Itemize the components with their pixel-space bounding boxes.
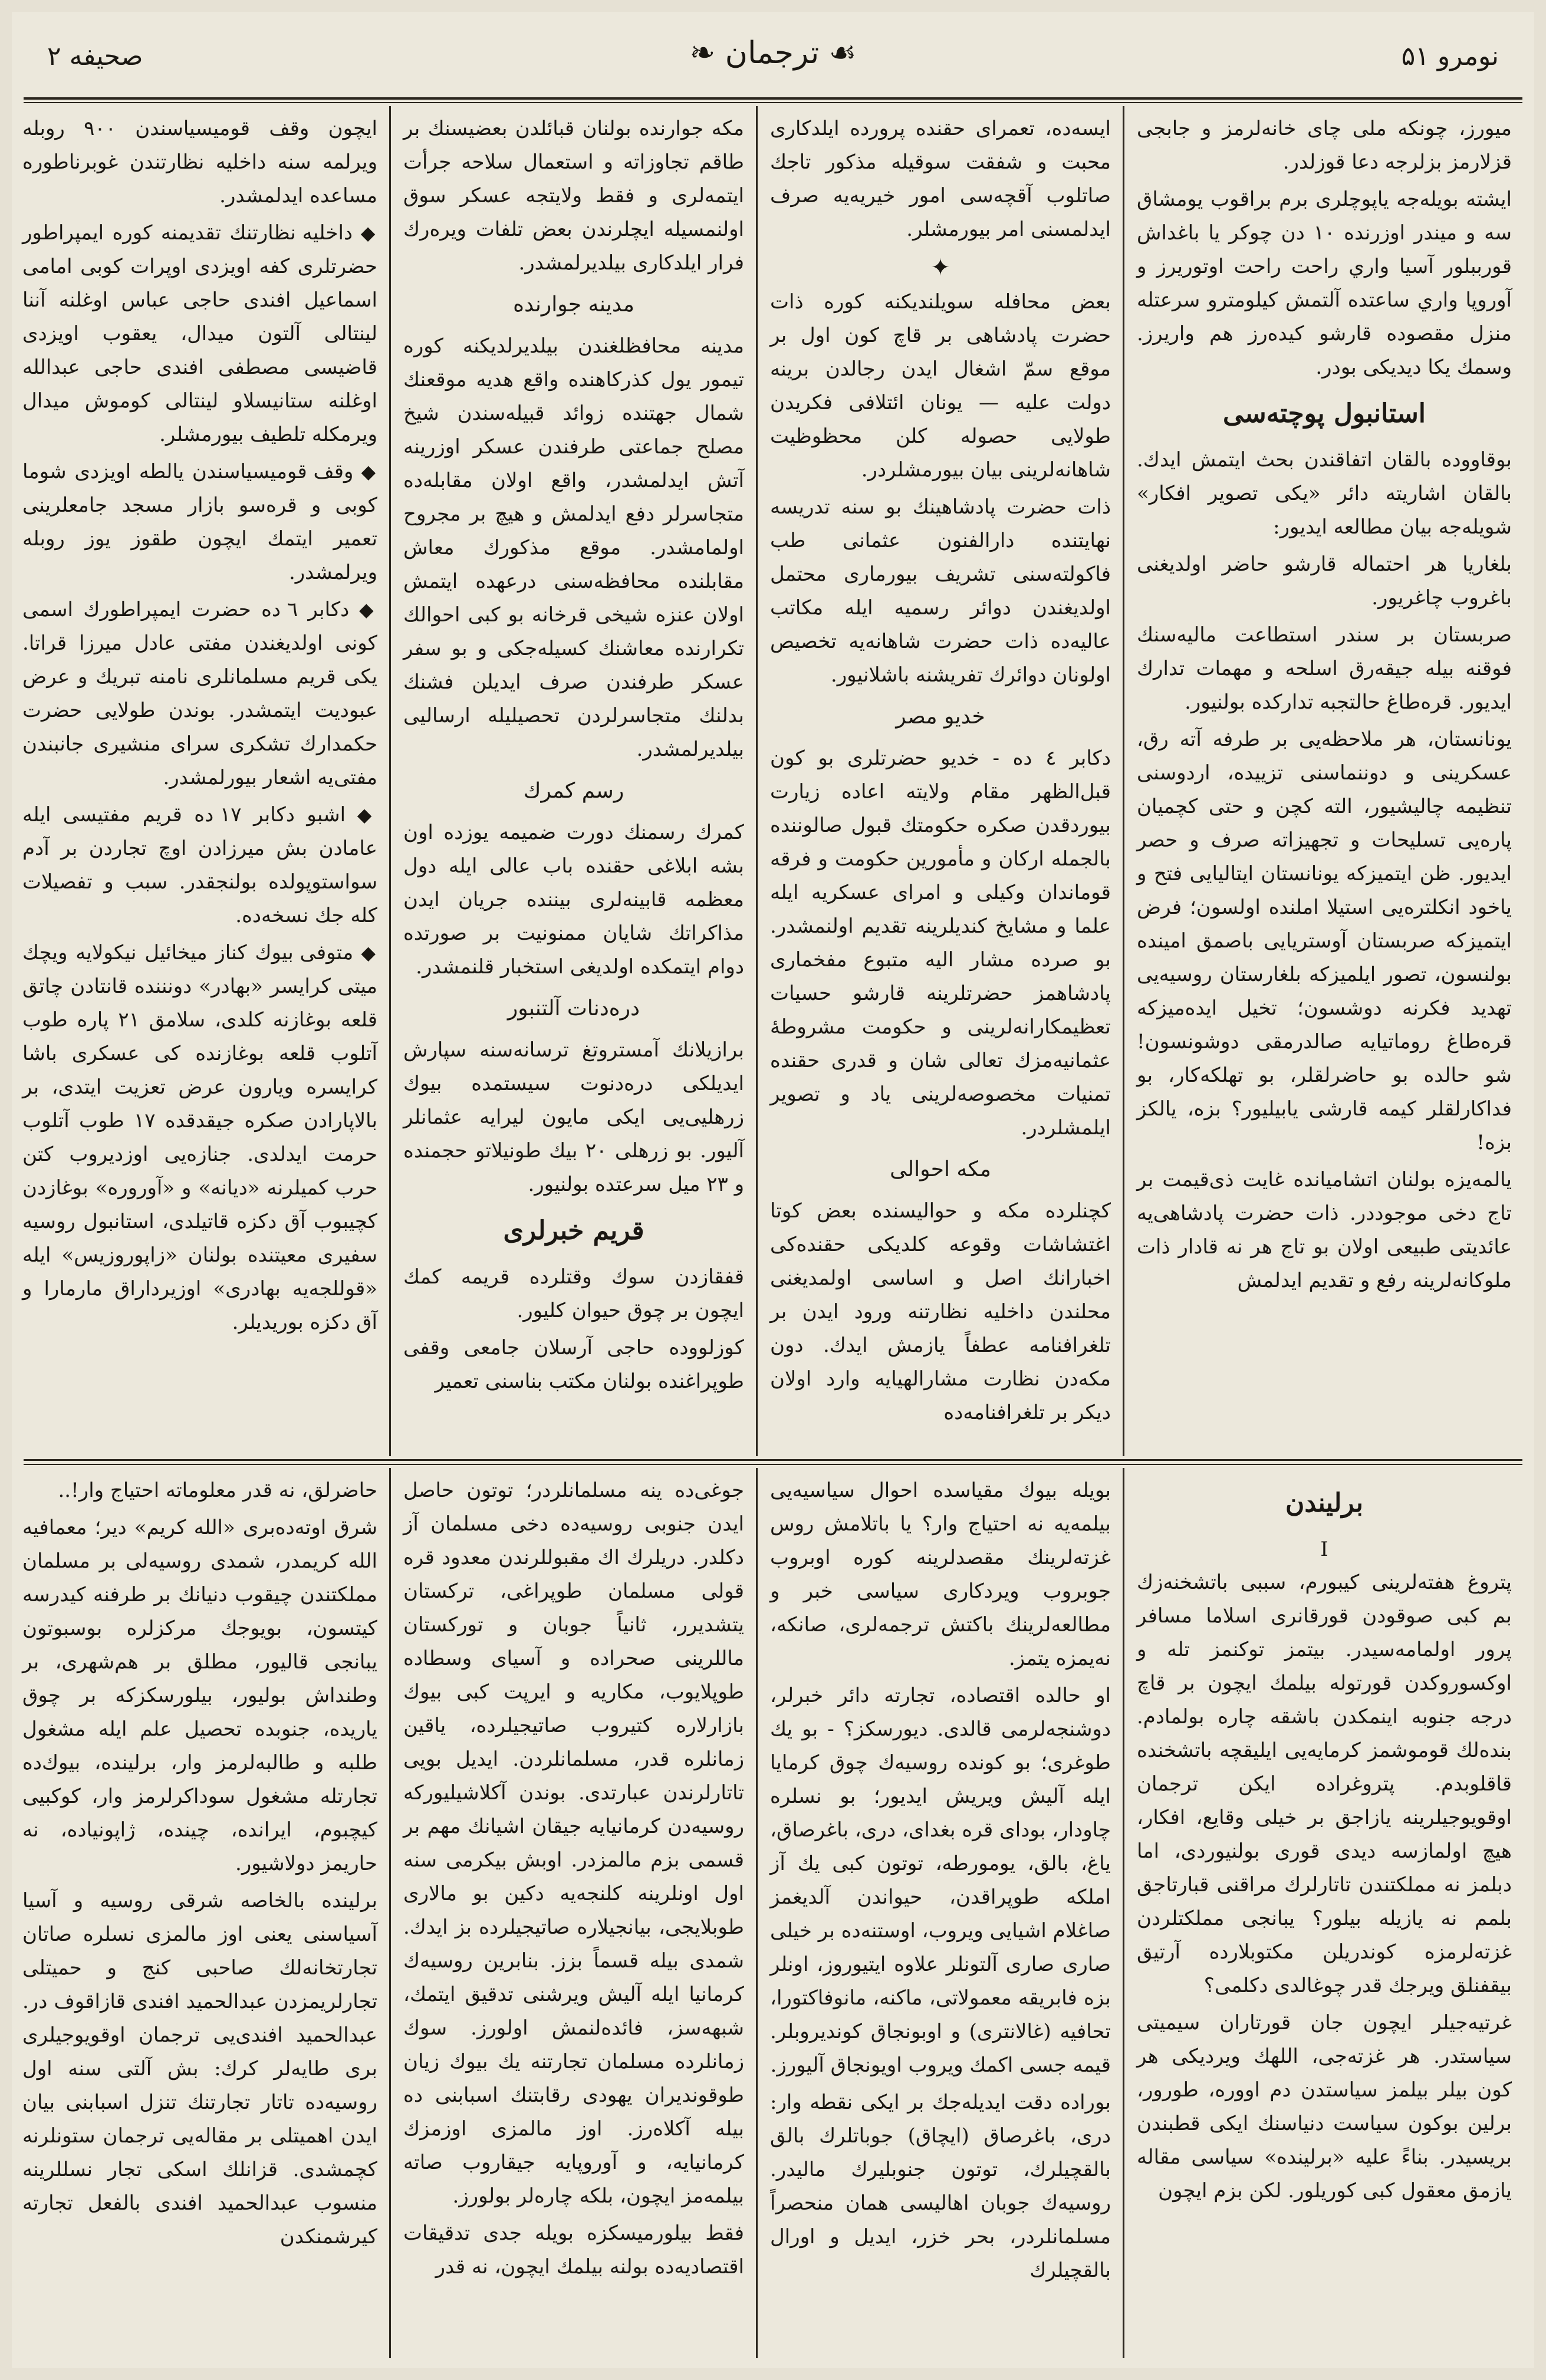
- article-paragraph: ◆ دكابر ٦ ده حضرت ايمپراطورك اسمى كونى اولديغندن مفتى عادل ميرزا قراتا. يكى قريم مسلمانلرى نامنه تبريك و عرض عبوديت ايتمشدر. بوندن طولايى حضرت حكمدارك تشكرى سراى منشيرى جانبندن مفتى‌يه اشعار بيورلمشدر.: [22, 598, 378, 789]
- page-number-label: صحيفه ۲: [47, 41, 143, 71]
- upper-column-3: [393, 112, 755, 1450]
- lower-column-1: [1126, 1474, 1522, 2358]
- article-paragraph: جوغى‌ده ينه مسلمانلردر؛ توتون حاصل ايدن جنوبى روسيه‌ده دخى مسلمان آز دكلدر. دريلرك اك مقبوللرندن معدود قره قولى مسلمان طوپراغى، تركستان يتشديرر، ثانياً جوبان و توركستان ماللرينى صحراده و آسياى وسطاده طوپلايوب، مكاريه و ايرپت كبى بيوك بازارلاره كتيروب صاتيجيلرده، ياقين زمانلره قدر، مسلمانلردن. ايديل بويى تاتارلرندن عبارتدى. بوندن آكلاشيليوركه روسيه‌دن كرمانيايه جيقان اشيانك مهم بر قسمى بزم مالمزدر. اوبش بيكرمى سنه اول اونلرينه كلنجه‌يه دكين بو مالارى طوبلايجى، بيانجيلاره صاتيجيلرده بز ايدك. شمدى بيله قسماً بزز. بنابرين روسيه‌ك كرمانيا ايله آليش ويرشنى تدقيق ايتمك، شبهه‌سز، فائده‌لنمش اولورز. سوك زمانلرده مسلمان تجارتنه يك بيوك زيان طوقونديران يهودى رقابتنك اسبابنى ده بيله آكلاه‌رز. اوز مالمزى اوزمزك كرمانيايه، و آوروپايه جيقاروب صاته بيلمه‌مز ايچون، بلكه چاره‌لر بولورز.: [403, 1479, 744, 2208]
- upper-column-1: [1126, 112, 1522, 1450]
- bullet-icon: ◆: [349, 598, 378, 621]
- title-text: ترجمان: [725, 35, 820, 71]
- upper-column-2: [759, 112, 1121, 1450]
- lower-column-2: [759, 1474, 1121, 2358]
- bullet-icon: ◆: [346, 804, 377, 826]
- article-paragraph: يونانستان، هر ملاحظه‌يى بر طرفه آته رق، عسكرينى و دوننماسنى تزييده، اردوسنى تنظيمه چاليشيور، الته كچن و حتى كچميان پاره‌يى تسليحات و تجهيزاته صرف و حصر ايديور. ظن ايتميزكه يونانستان ايتاليايى فتح و ياخود انكلتره‌يى استيلا املنده اولسون؛ فرض ايتميزكه صربستان آوستريايى باصمق امينده بولنسون، تصور ايلميزكه بلغارستان روسيه‌يى تهديد فكرنه دوشسون؛ تخيل ايده‌ميزكه قره‌طاغ روماتيايه صالدرمقى دوشونسون! شو حالده بو حاضرلقلر، بو تهلكه‌كار، بو فداكارلقلر كيمه قارشى يابيليور؟ بزه، يالكز بزه!: [1137, 728, 1512, 1154]
- newspaper-title: [655, 35, 891, 71]
- article-paragraph: كمرك رسمنك دورت ضميمه يوزده اون بشه ابلاغى حقنده باب عالى ايله دول معظمه قابينه‌لرى بيننده جريان ايدن مذاكراتك شايان ممنونيت بر صورتده دوام ايتمكده اولديغى استخبار قلنمشدر.: [403, 821, 744, 979]
- article-paragraph: يالمه‌يزه بولنان اتشاميانده غايت ذى‌قيمت بر تاج دخى موجوددر. ذات حضرت پادشاهى‌يه عائديتى طبيعى اولان بو تاج هر نه قادار ذات ملوكانه‌لرينه رفع و تقديم ايدلمش: [1137, 1168, 1512, 1292]
- issue-number-label: نومرو ۵۱: [1401, 41, 1499, 71]
- section-heading: استانبول پوچته‌سى: [1223, 399, 1426, 429]
- article-paragraph: ايچون وقف قوميسياسندن ۹۰۰ روبله ويرلمه سنه داخليه نظارتندن غوبرناطوره مساعده ايدلمشدر.: [22, 117, 377, 208]
- upper-column-4: [12, 112, 388, 1450]
- article-paragraph: ايسه‌ده، تعمراى حقنده پرورده ايلدكارى محبت و شفقت سوقيله مذكور تاجك صاتلوب آقچه‌سى امور خيريه‌يه صرف ايدلمسنى امر بيورمشلر.: [770, 117, 1111, 241]
- article-paragraph: بعض محافله سويلنديكنه كوره ذات حضرت پادشاهى بر قاچ كون اول بر موقع سمّ اشغال ايدن رجالدن برينه دولت عليه — يونان ائتلافى فكريدن طولايى حصوله كلن محظوظيت شاهانه‌لرينى بيان بيورمشلردر.: [770, 290, 1111, 482]
- article-paragraph: ميورز، چونكه ملى چاى خانه‌لرمز و جابجى قزلارمز بزلرجه دعا قوزلدر.: [1137, 117, 1512, 174]
- section-heading: مدينه جوارنده: [513, 292, 634, 317]
- column-divider: [389, 106, 391, 1456]
- ornament-right-icon: ☙: [828, 35, 857, 71]
- separator-ornament-icon: ✦: [930, 254, 950, 281]
- article-paragraph: حاضرلق، نه قدر معلوماته احتياج وار!..: [58, 1479, 377, 1502]
- article-paragraph: شرق اوته‌ده‌برى «الله كريم» دير؛ معمافيه الله كريمدر، شمدى روسيه‌لى بر مسلمان مملكتندن چيقوب دنيانك بر طرفنه كيدرسه كيتسون، بويوجك مركزلره بوسبوتون يبانجى قاليور، مطلق بر هم‌شهرى، بر وطنداش بوليور، بيلورسكزكه بر چوق ياريده، جنوبده تحصيل علم ايله مشغول طلبه و طالبه‌لرمز وار، برلينده، بيوك‌ده تجارتله مشغول سوداكرلرمز وار، كوكبيى كيچبوم، ايرانده، چينده، ژاپونياده، نه حاريمز دولاشيور.: [22, 1516, 377, 1875]
- article-paragraph: بلغاريا هر احتماله قارشو حاضر اولديغنى باغروب چاغريور.: [1137, 552, 1512, 610]
- column-divider: [1123, 1468, 1124, 2358]
- ornament-left-icon: ❧: [689, 35, 716, 71]
- article-paragraph: برازيلانك آمستروتغ ترسانه‌سنه سپارش ايديلكى دره‌دنوت سيستمده بيوك زرهليى‌يى ايكى مايون ليرايه عثمانلر آليور. بو زرهلى ۲۰ بيك طونيلاتو حجمنده و ۲۳ ميل سرعتده بولنيور.: [403, 1038, 744, 1196]
- section-divider: [24, 1459, 1522, 1461]
- column-divider: [756, 106, 758, 1456]
- article-paragraph: ◆ متوفى بيوك كناز ميخائيل نيكولايه ويچك ميتى كرايسر «بهادر» دونننده قانتادن چاتق قلعه بوغازنه كلدى، سلامق ۲۱ پاره طوب آتلوب قلعه بوغازنده كى عسكرى باشا كرايسره ويارون عرض تعزيت ايتدى، بر بالاپارادن صكره جيقدقده ۱۷ طوب آتلوب حرمت ايدلدى. جنازه‌يى اوزديروب كتن حرب كميلرنه «ديانه» و «آوروره» بوغازدن كچيبوب آق دكزه قاتيلدى، استانبول روسيه سفيرى معيتنده بولنان «زاپوروزيس» ايله «قوللجه‌يه بهادرى» اوزيرداراق مارمارا و آق دكزه بوريديلر.: [22, 941, 377, 1334]
- article-paragraph: او حالده اقتصاده، تجارته دائر خبرلر، دوشنجه‌لرمى قالدى. ديورسكز؟ - بو يك طوغرى؛ بو كونده روسيه‌ك چوق كرمايا ايله آليش ويريش ايديور؛ بو نسلره چاودار، بوداى قره بغداى، درى، باغرصاق، ياغ، بالق، يومورطه، توتون كبى يك آز املكه طوپراقدن، حيواندن آلديغمز صاغلام اشيايى ويروب، اوستنه‌ده بر خيلى صارى صارى آلتونلر علاوه ايتيوروز، اونلر بزه فابريقه معمولاتى، ماكنه، مانوفاكتورا، تحافيه (غالانترى) و اوبونجاق كونديروبلر. قيمه جسى اكمك ويروب اويونجاق آليورز.: [770, 1684, 1111, 2077]
- column-divider: [756, 1468, 758, 2358]
- article-paragraph: ◆ وقف قوميسياسندن يالطه اويزدى شوما كوبى و قره‌سو بازار مسجد جامعلرينى تعمير ايتمك ايچون طقوز يوز روبله ويرلمشدر.: [22, 460, 378, 584]
- column-divider: [389, 1468, 391, 2358]
- section-heading: خديو مصر: [896, 705, 985, 729]
- article-paragraph: بوراده دقت ايديله‌جك بر ايكى نقطه وار: درى، باغرصاق (ايچاق) جوباتلرك بالق بالقچيلرك، توتون جنوبليرك ماليدر. روسيه‌ك جوبان اهاليسى همان منحصراً مسلمانلردر، بحر خزر، ايديل و اورال بالقچيلرك: [770, 2091, 1111, 2282]
- article-paragraph: كچنلرده مكه و حواليسنده بعض كوتا اغتشاشات وقوعه كلديكى حقنده‌كى اخبارانك اصل و اساسى اولمديغنى محلندن داخليه نظارتنه ورود ايدن بر تلغرافنامه عطفاً يازمش ايدك. دون مكه‌دن نظارت مشارالهيايه وارد اولان ديكر بر تلغرافنامه‌ده: [770, 1199, 1111, 1424]
- article-paragraph: ◆ داخليه نظارتنك تقديمنه كوره ايمپراطور حضرتلرى كفه اويزدى اوپرات كوبى امامى اسماعيل افندى حاجى عباس اوغلنه آننا لينتالى آلتون ميدال، يعقوب اويزدى قاضيسى مصطفى افندى حاجى عبدالله اوغلنه ستانيسلاو لينتالى كوموش ميدال ويرمكله تلطيف بيورمشلر.: [22, 221, 378, 446]
- lower-column-3: [393, 1474, 755, 2358]
- article-paragraph: ◆ اشبو دكابر ۱۷ ده قريم مفتيسى ايله عامادن بش ميرزادن اوچ تجاردن بر آدم سواستوپولده بولنجقدر. سبب و تفصيلات كله جك نسخه‌ده.: [22, 803, 377, 927]
- article-paragraph: ايشته بويله‌جه ياپوچلرى برم براقوب يومشاق سه و ميندر اوزرنده ۱۰ دن چوكر يا باغداش قورببلور آسيا واري راحت راحت اوتوريرز و آوروپا واري ساعتده آلتمش كيلومترو سرعتله منزل مقصوده قارشو كيده‌رز هم واريرز. وسمك يكا ديديكى بودر.: [1137, 187, 1512, 379]
- section-heading: برليندن: [1285, 1488, 1363, 1518]
- bullet-icon: ◆: [353, 942, 377, 964]
- masthead: [12, 12, 1534, 100]
- section-divider-thin: [24, 1464, 1522, 1465]
- article-paragraph: بوقاووده بالقان اتفاقندن بحث ايتمش ايدك. بالقان اشاريته دائر «يكى تصوير افكار» شويله‌جه بيان مطالعه ايديور:: [1137, 448, 1512, 539]
- section-heading: رسم كمرك: [523, 779, 624, 803]
- article-paragraph: دكابر ٤ ده - خديو حضرتلرى بو كون قبل‌الظهر مقام ولايته اعاده زيارت بيوردقدن صكره حكومتك قبول صالوننده بالجمله اركان و مأمورين حكومت و فرقه قوماندان وكيلى و امراى عسكريه ايله علما و مشايخ كنديلرينه تقديم اولنمشدر. بو صرده مشار اليه متبوع مفخمارى پادشاهمز حضرتلرينه قارشو حسيات تعظيمكارانه‌لرينى و حكومت مشروطهٔ عثمانيه‌مزك تعالى شان و قدرى حقنده تمنيات مخصوصه‌لرينى ياد و تصوير ايلمشلردر.: [770, 746, 1111, 1140]
- section-heading: مكه احوالى: [890, 1157, 991, 1181]
- section-heading: دره‌دنات آلتنبور: [507, 996, 640, 1021]
- article-paragraph: بويله بيوك مقياسده احوال سياسيه‌يى بيلمه‌يه نه احتياج وار؟ يا باتلامش روس غزته‌لرينك مقصدلرينه كوره اوبروب جوبروب ويردكارى سياسى خبر و مطالعه‌لرينك باكتش ترجمه‌لرى، صانكه، نه‌يمزه يتمز.: [770, 1479, 1111, 1670]
- article-paragraph: پتروغ هفته‌لرينى كيبورم، سببى باتشخنه‌زك بم كبى صوقودن قورقانرى اسلاما مسافر پرور اولمامه‌سيدر. بيتمز توكنمز تله و اوكسوروكدن قورتوله بيلمك ايچون بر قاچ درجه جنوبه اينمكدن باشقه چاره بولمادم. بنده‌لك قوموشمز كرمايه‌يى ايليقچه باتشخنده قاقلوبدم. پتروغراده ايكن ترجمان اوقويوجيلرينه يازاجق بر خيلى وقايع، افكار، هيچ اولمازسه ديدى قورى بولنيوردى، اما دبلمز نه مملكتندن تاتارلرك مراقنى قبارتاجق بلمم نه يازيله بيلور؟ يبانجى مملكتلردن غزته‌لرمزه كوندريلن مكتوبلارده آرتيق بيقفنلق ويرجك قدر چوغالدى دكلمى؟: [1137, 1571, 1512, 1997]
- bullet-icon: ◆: [353, 222, 378, 244]
- bullet-icon: ◆: [353, 460, 378, 483]
- masthead-rule-thin: [24, 102, 1522, 103]
- article-paragraph: قفقازدن سوك وقتلرده قريمه كمك ايچون بر چوق حيوان كليور.: [403, 1265, 744, 1322]
- article-paragraph: صربستان بر سندر استطاعت ماليه‌سنك فوقنه بيله جيقه‌رق اسلحه و مهمات تدارك ايديور. قره‌طاغ حالتجبه تداركده بولنيور.: [1137, 623, 1512, 714]
- masthead-rule: [24, 97, 1522, 100]
- chapter-number: I: [1320, 1538, 1328, 1561]
- article-paragraph: فقط بيلورميسكزه بويله جدى تدقيقات اقتصاديه‌ده بولنه بيلمك ايچون، نه قدر: [403, 2221, 744, 2279]
- article-paragraph: ذات حضرت پادشاهينك بو سنه تدريسه نهايتنده دارالفنون عثمانى طب فاكولته‌سنى تشريف بيورمارى محتمل اولديغندن دوائر رسميه ايله مكاتب عاليه‌ده ذات حضرت شاهانه‌يه تخصيص اولونان دوائرك تفريشنه باشلانيور.: [770, 495, 1111, 687]
- lower-column-4: [12, 1474, 388, 2358]
- article-paragraph: مدينه محافظلغندن بيلديرلديكنه كوره تيمور يول كذركاهنده واقع هديه موقعنك شمال جهتنده زوائد قبيله‌سندن شيخ مصلح جماعتى طرفندن عسكر اوزرينه آتش ايدلمشدر، واقع اولان مقابله‌ده متجاسرلر دفع ايدلمش و هيچ بر مجروح اولمامشدر. موقع مذكورك معاش مقابلنده محافظه‌سنى درعهده ايتمش اولان عنزه شيخى قرخانه بو كبى احوالك تكرارنده معاشنك كسيله‌جكى و بو سفر عسكر طرفندن صرف ايديلن فشنك بدلنك متجاسرلردن تحصيليله ارساليى بيلديرلمشدر.: [403, 334, 744, 761]
- article-paragraph: مكه جوارنده بولنان قبائلدن بعضيسنك بر طاقم تجاوزاته و استعمال سلاحه جرأت ايتمه‌لرى و فقط ولايتجه عسكر سوق اولنمسيله ايچلرندن بعض تلفات ويره‌رك فرار ايلدكارى بيلديرلمشدر.: [403, 117, 744, 275]
- section-heading: قريم خبرلرى: [503, 1216, 644, 1246]
- article-paragraph: برلينده بالخاصه شرقى روسيه و آسيا آسياسنى يعنى اوز مالمزى نسلره صاتان تجارتخانه‌لك صاحبى كنج و حميتلى تجارلريمزدن عبدالحميد افندى قازاقوف در. عبدالحميد افندى‌يى ترجمان اوقويوجيلرى برى طايه‌لر كرك: بش آلتى سنه اول روسيه‌ده تاتار تجارتنك تنزل اسبابنى بيان ايدن اهميتلى بر مقاله‌يى ترجمان ستونلرنه كچمشدى. قزانلك اسكى تجار نسللرينه منسوب عبدالحميد افندى بالفعل تجارته كيرشمنكدن: [22, 1889, 377, 2249]
- newspaper-page: [12, 12, 1534, 2368]
- article-paragraph: غرتيه‌جيلر ايچون جان قورتاران سيميتى سياستدر. هر غزته‌جى، اللهك ويرديكى هر كون بيلر بيلمز سياستدن دم اووره، طورور، برلين بوكون سياست دنياسنك ايكى قطبندن بريسيدر. بناءً عليه «برلينده» سياسى مقاله يازمق معقول كبى كوريلور. لكن بزم ايچون: [1137, 2011, 1512, 2203]
- article-paragraph: كوزلووده حاجى آرسلان جامعى وقفى طوپراغنده بولنان مكتب بناسنى تعمير: [403, 1336, 744, 1393]
- column-divider: [1123, 106, 1124, 1456]
